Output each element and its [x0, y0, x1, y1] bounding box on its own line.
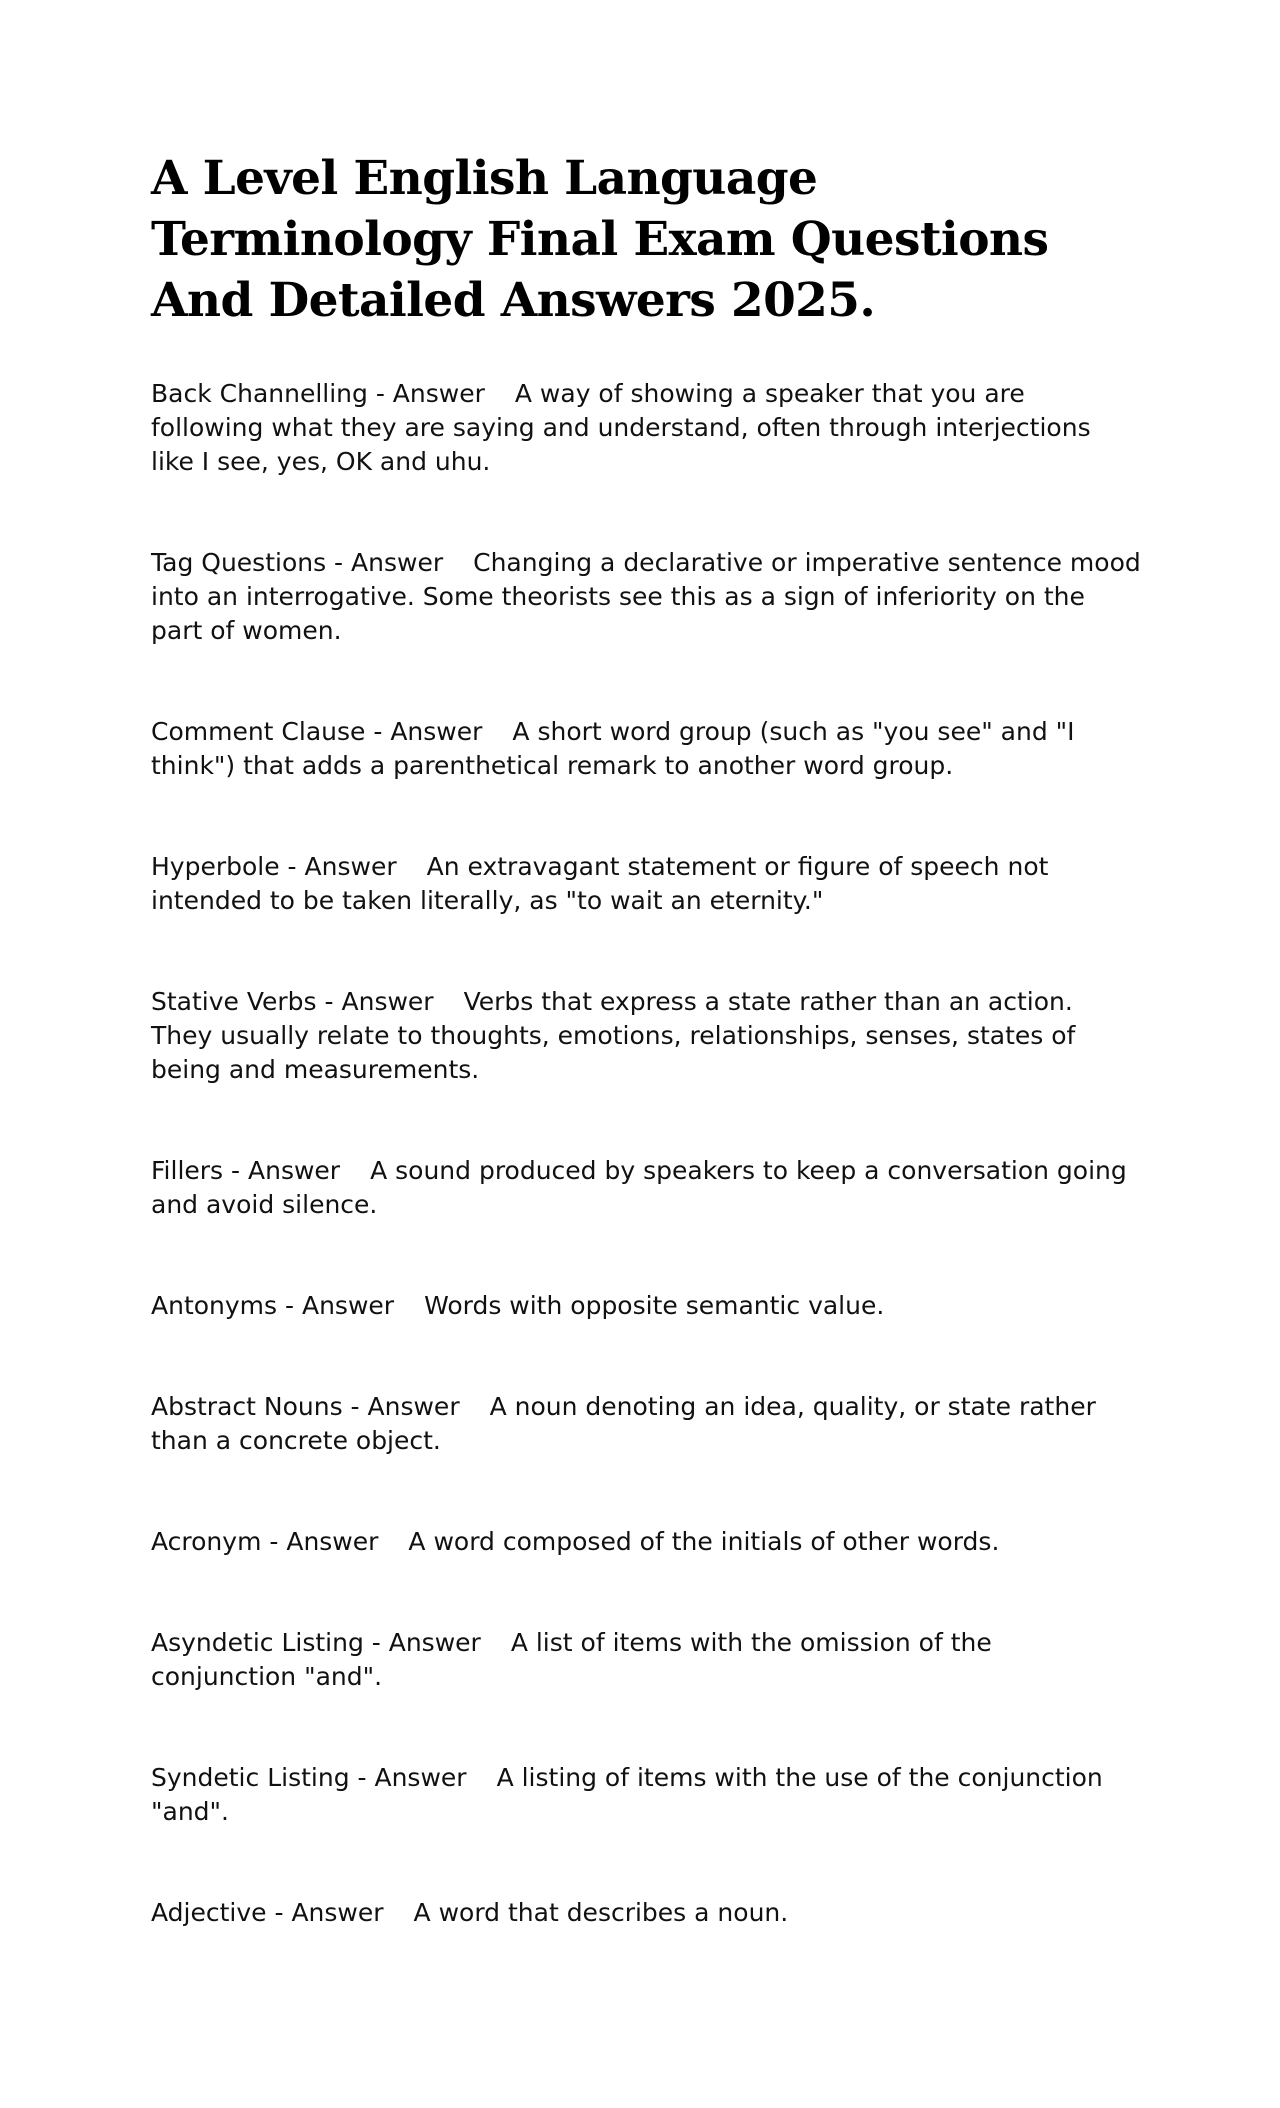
term-definition: An extravagant statement or figure of speech not intended to be taken literally, as "to wait an eternity." [151, 852, 1049, 915]
term-label: Syndetic Listing - Answer [151, 1763, 467, 1792]
term-definition: A noun denoting an idea, quality, or state rather than a concrete object. [151, 1392, 1096, 1455]
term-label: Antonyms - Answer [151, 1291, 395, 1320]
term-definition: Words with opposite semantic value. [424, 1291, 885, 1320]
term-entry [151, 1289, 1141, 1323]
term-entry [151, 1390, 1141, 1458]
term-definition: A way of showing a speaker that you are following what they are saying and understand, often through interjections like I see, yes, OK and uhu. [151, 379, 1091, 476]
term-list [151, 377, 1141, 1930]
term-entry [151, 1154, 1141, 1222]
term-label: Comment Clause - Answer [151, 717, 483, 746]
term-definition: A list of items with the omission of the conjunction "and". [151, 1628, 992, 1691]
term-label: Adjective - Answer [151, 1898, 384, 1927]
term-definition: A listing of items with the use of the conjunction "and". [151, 1763, 1103, 1826]
term-entry [151, 715, 1141, 783]
term-definition: A word composed of the initials of other words. [408, 1527, 1000, 1556]
term-definition: A sound produced by speakers to keep a conversation going and avoid silence. [151, 1156, 1127, 1219]
term-label: Asyndetic Listing - Answer [151, 1628, 481, 1657]
term-label: Hyperbole - Answer [151, 852, 397, 881]
term-label: Abstract Nouns - Answer [151, 1392, 460, 1421]
term-entry [151, 985, 1141, 1087]
term-definition: A short word group (such as "you see" and "I think") that adds a parenthetical remark to another word group. [151, 717, 1075, 780]
document-page [151, 148, 1141, 1997]
term-entry [151, 1626, 1141, 1694]
term-entry [151, 546, 1141, 648]
term-entry [151, 1896, 1141, 1930]
term-entry [151, 1761, 1141, 1829]
term-label: Fillers - Answer [151, 1156, 341, 1185]
term-definition: Changing a declarative or imperative sentence mood into an interrogative. Some theorists see this as a sign of inferiority on the part of women. [151, 548, 1141, 645]
term-label: Acronym - Answer [151, 1527, 379, 1556]
document-title: A Level English Language Terminology Final Exam Questions And Detailed Answers 2025. [151, 151, 1049, 328]
term-label: Back Channelling - Answer [151, 379, 485, 408]
term-label: Stative Verbs - Answer [151, 987, 434, 1016]
term-definition: A word that describes a noun. [413, 1898, 789, 1927]
term-entry [151, 850, 1141, 918]
term-entry [151, 377, 1141, 479]
term-definition: Verbs that express a state rather than an action. They usually relate to thoughts, emotions, relationships, senses, states of being and measurements. [151, 987, 1076, 1084]
term-entry [151, 1525, 1141, 1559]
term-label: Tag Questions - Answer [151, 548, 444, 577]
